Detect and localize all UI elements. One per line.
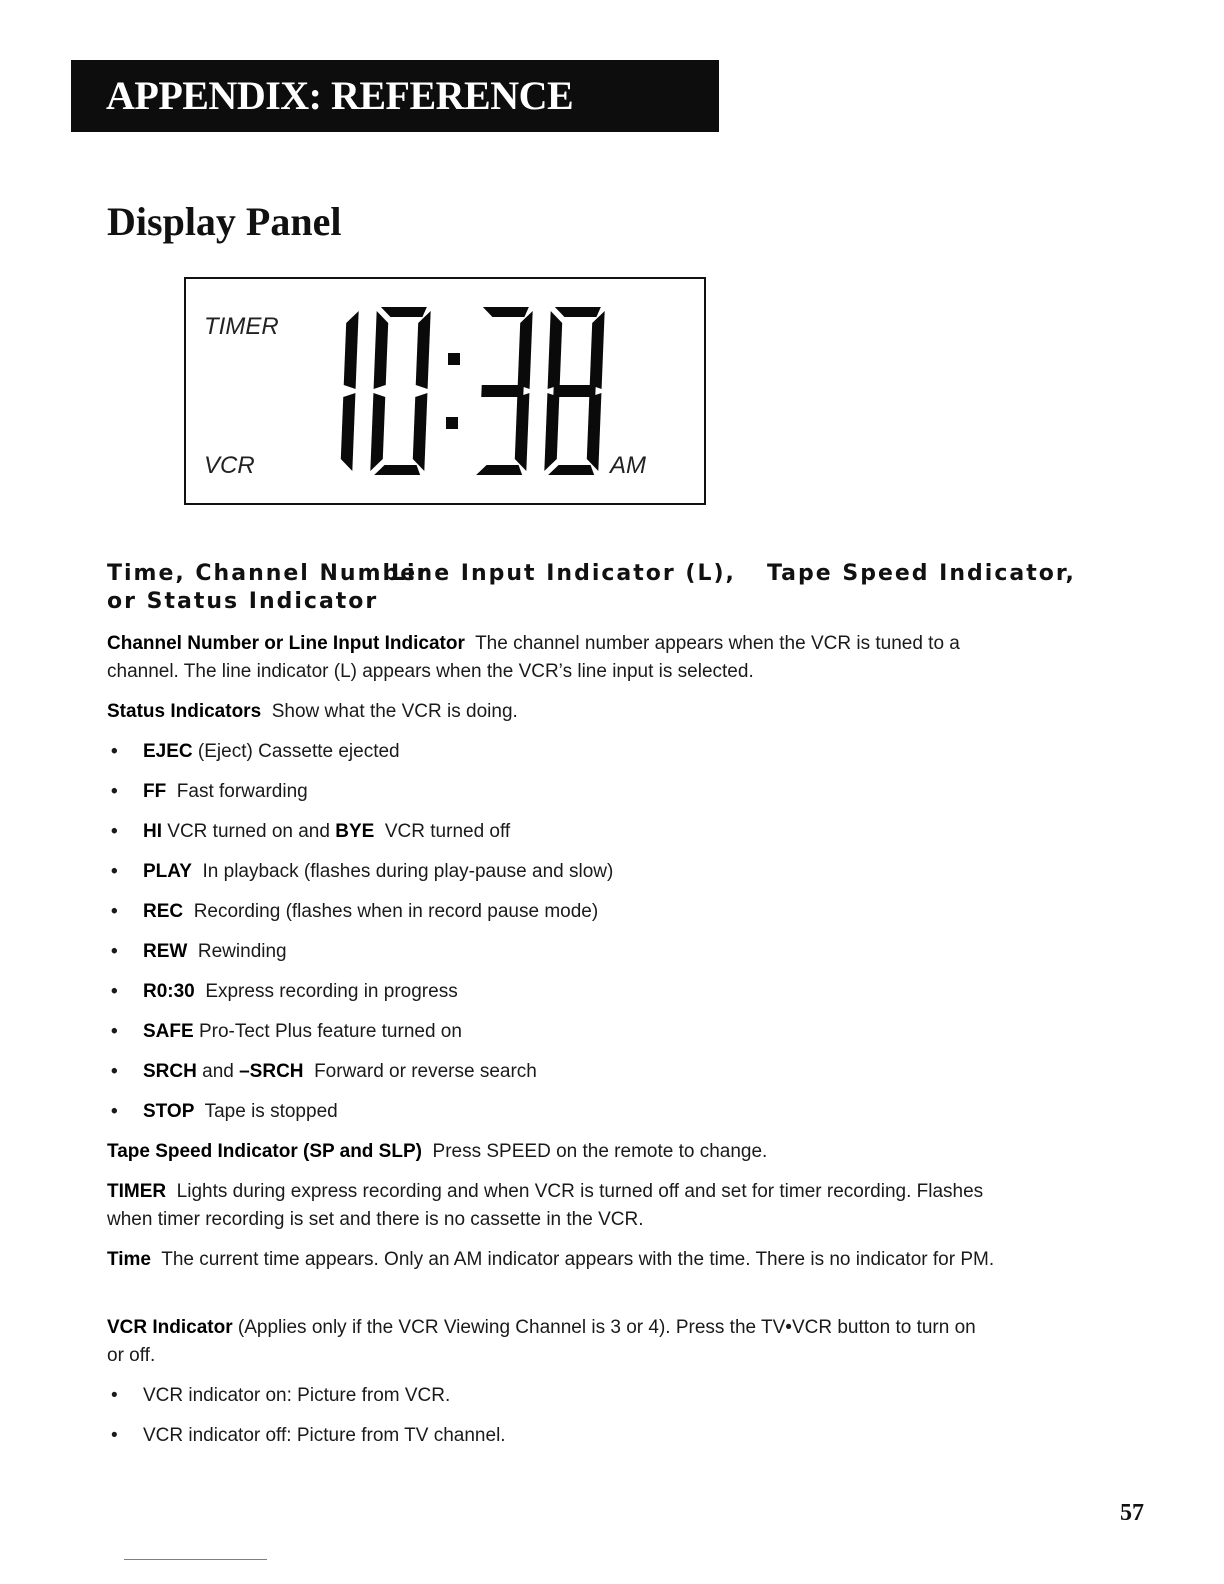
section-header-title: APPENDIX: REFERENCE — [106, 73, 574, 118]
section-header-bar — [71, 60, 719, 132]
status-term: REW — [143, 941, 188, 962]
lcd-segment-b — [344, 311, 359, 389]
lcd-segment-a — [555, 307, 601, 317]
status-term: PLAY — [143, 861, 192, 882]
bullet-icon: • — [111, 1385, 118, 1406]
vcr-indicator-label: VCR — [204, 452, 255, 479]
lcd-segment-d — [548, 465, 594, 475]
lcd-segment-c — [341, 393, 356, 471]
status-indicators-paragraph — [107, 698, 997, 726]
indicator-label-line-input: Line Input Indicator (L), — [391, 561, 736, 586]
lcd-segment-g — [481, 385, 523, 397]
lcd-segment-c — [587, 393, 602, 471]
vcr-indicator-text: (Applies only if the VCR Viewing Channel is 3 or 4). Press the TV•VCR button to turn on or off. — [107, 1317, 976, 1366]
status-term: EJEC — [143, 741, 193, 762]
bullet-icon: • — [111, 901, 118, 922]
lcd-colon-dot — [446, 417, 458, 429]
lcd-segment-f — [374, 311, 389, 389]
lcd-colon-dot — [448, 353, 460, 365]
footer-rule — [124, 1559, 267, 1560]
lcd-segment-b — [590, 311, 605, 389]
lcd-segment-f — [548, 311, 563, 389]
lcd-segment-c — [413, 393, 428, 471]
indicator-label-status: or Status Indicator — [107, 589, 379, 614]
timer-text: Lights during express recording and when VCR is turned off and set for timer recording. Flashes when timer recording is set and there is no cassette in the VCR. — [107, 1181, 984, 1230]
status-term: –SRCH — [239, 1061, 304, 1082]
bullet-icon: • — [111, 1061, 118, 1082]
bullet-icon: • — [111, 1425, 118, 1446]
lcd-segment-e — [370, 393, 385, 471]
status-text: and — [202, 1061, 234, 1082]
status-indicators-text: Show what the VCR is doing. — [271, 701, 518, 722]
page-number: 57 — [1120, 1500, 1144, 1526]
vcr-indicator-off-text: VCR indicator off: Picture from TV channel. — [143, 1425, 506, 1446]
lcd-segment-b — [416, 311, 431, 389]
status-text: VCR turned on and — [167, 821, 330, 842]
bullet-icon: • — [111, 1101, 118, 1122]
channel-indicator-paragraph — [107, 630, 997, 686]
status-term: STOP — [143, 1101, 195, 1122]
status-text: Fast forwarding — [176, 781, 308, 802]
status-term: R0:30 — [143, 981, 195, 1002]
bullet-icon: • — [111, 741, 118, 762]
bullet-icon: • — [111, 941, 118, 962]
bullet-icon: • — [111, 821, 118, 842]
status-term: HI — [143, 821, 162, 842]
indicator-label-time-channel: Time, Channel Number — [107, 561, 431, 586]
am-indicator-label: AM — [610, 452, 646, 479]
status-term: REC — [143, 901, 184, 922]
status-text: Tape is stopped — [204, 1101, 338, 1122]
status-text: In playback (flashes during play-pause and slow) — [202, 861, 614, 882]
tape-speed-paragraph — [107, 1138, 997, 1166]
bullet-icon: • — [111, 781, 118, 802]
bullet-icon: • — [111, 861, 118, 882]
status-term: SRCH — [143, 1061, 197, 1082]
status-text: Rewinding — [197, 941, 287, 962]
lcd-segment-b — [518, 311, 533, 389]
lcd-segment-c — [515, 393, 530, 471]
timer-paragraph — [107, 1178, 997, 1234]
status-text: Forward or reverse search — [314, 1061, 537, 1082]
vcr-indicator-term: VCR Indicator — [107, 1317, 233, 1338]
bullet-icon: • — [111, 1021, 118, 1042]
vcr-indicator-on-text: VCR indicator on: Picture from VCR. — [143, 1385, 451, 1406]
timer-term: TIMER — [107, 1181, 167, 1202]
time-term: Time — [107, 1249, 152, 1270]
seven-segment-time — [296, 291, 606, 491]
status-text: Express recording in progress — [205, 981, 458, 1002]
status-term: SAFE — [143, 1021, 194, 1042]
channel-indicator-term: Channel Number or Line Input Indicator — [107, 633, 465, 654]
page-title: Display Panel — [107, 199, 342, 244]
lcd-segment-d — [476, 465, 522, 475]
lcd-segment-e — [544, 393, 559, 471]
tape-speed-text: Press SPEED on the remote to change. — [432, 1141, 768, 1162]
lcd-segment-d — [374, 465, 420, 475]
status-indicators-term: Status Indicators — [107, 701, 262, 722]
channel-indicator-text: The channel number appears when the VCR is tuned to a channel. The line indicator (L) appears when the VCR’s line input is selected. — [107, 633, 960, 682]
seven-segment-digits — [341, 307, 605, 475]
status-term: FF — [143, 781, 167, 802]
status-text: Pro-Tect Plus feature turned on — [198, 1021, 462, 1042]
lcd-segment-a — [483, 307, 529, 317]
status-term: BYE — [335, 821, 375, 842]
indicator-label-tape-speed: Tape Speed Indicator, — [767, 561, 1076, 586]
bullet-icon: • — [111, 981, 118, 1002]
vcr-indicator-paragraph — [107, 1314, 997, 1370]
lcd-segment-g — [553, 385, 595, 397]
time-paragraph — [107, 1246, 997, 1274]
lcd-segment-a — [381, 307, 427, 317]
timer-indicator-label: TIMER — [204, 313, 279, 340]
tape-speed-term: Tape Speed Indicator (SP and SLP) — [107, 1141, 422, 1162]
time-text: The current time appears. Only an AM indicator appears with the time. There is no indicator for PM. — [161, 1249, 995, 1270]
status-text: (Eject) Cassette ejected — [197, 741, 400, 762]
status-text: Recording (flashes when in record pause mode) — [193, 901, 599, 922]
display-panel-illustration — [184, 277, 706, 505]
status-text: VCR turned off — [384, 821, 511, 842]
